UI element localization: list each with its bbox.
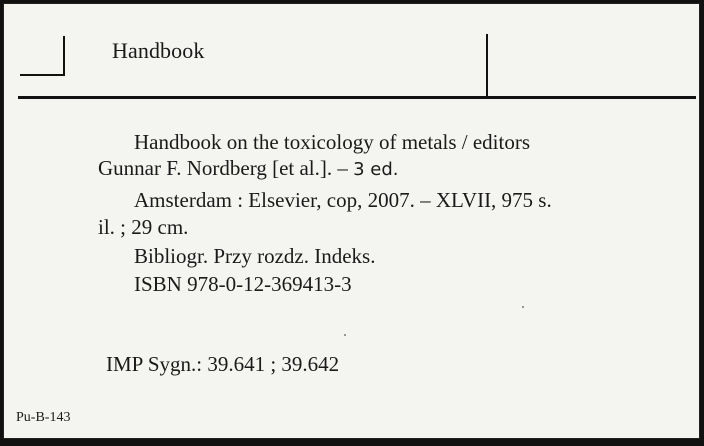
authors-line — [98, 156, 399, 181]
paper-speck — [344, 334, 346, 336]
paper-speck — [522, 306, 524, 308]
imprint-line: Amsterdam : Elsevier, cop, 2007. – XLVII, 975 s. — [134, 188, 552, 212]
corner-mark-horizontal — [20, 74, 65, 76]
physical-description: il. ; 29 cm. — [98, 215, 189, 239]
catalog-card — [3, 3, 700, 439]
isbn-line: ISBN 978-0-12-369413-3 — [134, 272, 352, 296]
header-divider — [486, 34, 488, 98]
notes-line: Bibliogr. Przy rozdz. Indeks. — [134, 244, 376, 268]
shelfmark: IMP Sygn.: 39.641 ; 39.642 — [106, 352, 340, 376]
header-title: Handbook — [112, 38, 205, 63]
corner-mark-vertical — [63, 36, 65, 76]
card-id: Pu-B-143 — [16, 410, 71, 425]
edition-note: 3 ed. — [353, 159, 399, 180]
header-rule — [18, 96, 696, 99]
title-line: Handbook on the toxicology of metals / editors — [134, 130, 531, 154]
authors: Gunnar F. Nordberg [et al.]. – — [98, 156, 348, 180]
